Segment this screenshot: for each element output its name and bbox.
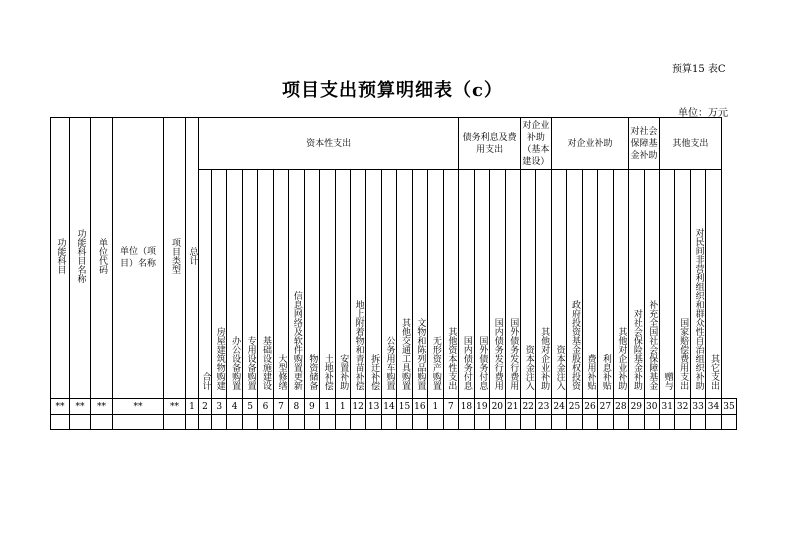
form-number: 预算15 表C (672, 64, 726, 75)
code-star-1: ** (70, 399, 91, 415)
total-header-text: 总计 (187, 247, 198, 265)
column-number-28: 28 (613, 399, 628, 415)
subheader-debt_interest-1-text: 国外债务付息 (477, 336, 488, 390)
group-enterprise_subsidy (551, 118, 628, 170)
empty-cell-34 (629, 415, 644, 430)
column-number-17: 7 (443, 399, 459, 415)
empty-cell-22 (443, 415, 459, 430)
group-enterprise_subsidy-label: 对企业补助 (567, 138, 613, 149)
column-number-13: 14 (381, 399, 396, 415)
subheader-capital-0 (199, 170, 212, 399)
empty-cell-4 (164, 415, 186, 430)
group-capital (199, 118, 459, 170)
subheader-capital-11-text: 拆迁补偿 (369, 354, 380, 390)
column-number-6: 7 (273, 399, 288, 415)
empty-cell-20 (412, 415, 427, 430)
column-number-33: 33 (690, 399, 705, 415)
subheader-social_security-1 (644, 170, 659, 399)
column-number-10: 1 (335, 399, 350, 415)
subheader-capital-16 (443, 170, 459, 399)
column-number-25: 25 (567, 399, 582, 415)
subheader-capital-10-text: 地上附着物和青苗补偿 (353, 300, 364, 390)
project-type-header (164, 118, 186, 399)
empty-cell-27 (520, 415, 535, 430)
column-number-8: 9 (304, 399, 319, 415)
subheader-capital-12-text: 公务用车购置 (384, 336, 395, 390)
function-name-header (70, 118, 91, 399)
subheader-other-0 (659, 170, 674, 399)
empty-cell-6 (199, 415, 212, 430)
unit-project-name-text: 单位（项目）名称 (119, 247, 156, 269)
subheader-capital-15-text: 无形资产购置 (430, 336, 441, 390)
subheader-capital-14 (412, 170, 427, 399)
empty-cell-11 (273, 415, 288, 430)
subheader-debt_interest-1 (474, 170, 489, 399)
empty-cell-36 (659, 415, 674, 430)
column-number-3: 4 (227, 399, 242, 415)
subheader-enterprise_subsidy-4 (613, 170, 628, 399)
subheader-capital-1 (212, 170, 227, 399)
empty-cell-28 (536, 415, 551, 430)
column-number-27: 27 (598, 399, 613, 415)
budget-table (50, 117, 737, 430)
empty-cell-0 (51, 415, 70, 430)
subheader-capital-5-text: 大型修缮 (276, 354, 287, 390)
subheader-other-3 (706, 170, 721, 399)
subheader-capital-9-text: 安置补助 (338, 354, 349, 390)
column-number-24: 24 (551, 399, 566, 415)
code-star-4: ** (164, 399, 186, 415)
group-social_security (629, 118, 660, 170)
column-number-21: 21 (505, 399, 520, 415)
empty-cell-9 (242, 415, 257, 430)
column-number-7: 8 (289, 399, 304, 415)
subheader-enterprise_subsidy-1-text: 政府投资基金股权投资 (570, 300, 581, 390)
subheader-debt_interest-2-text: 国内债务发行费用 (492, 318, 503, 390)
subheader-capital-14-text: 文物和陈列品购置 (415, 318, 426, 390)
subheader-debt_interest-2 (490, 170, 505, 399)
subheader-other-1-text: 国家赔偿费用支出 (678, 318, 689, 390)
empty-cell-37 (675, 415, 690, 430)
subheader-enterprise_subsidy-2-text: 费用补贴 (585, 354, 596, 390)
subheader-capital-15 (428, 170, 443, 399)
empty-cell-30 (567, 415, 582, 430)
subheader-capital-0-text: 合计 (200, 372, 211, 390)
column-number-14: 15 (397, 399, 412, 415)
empty-cell-16 (350, 415, 365, 430)
subheader-social_security-0 (629, 170, 644, 399)
column-number-5: 6 (258, 399, 273, 415)
subheader-debt_interest-3 (505, 170, 520, 399)
subheader-enterprise_subsidy-4-text: 其他对企业补助 (616, 327, 627, 390)
column-number-30: 30 (644, 399, 659, 415)
empty-cell-18 (381, 415, 396, 430)
code-star-3: ** (113, 399, 164, 415)
subheader-capital-3-text: 专用设备购置 (245, 336, 256, 390)
group-enterprise_capital-label: 对企业补助（基本建设） (522, 120, 550, 167)
empty-cell-3 (113, 415, 164, 430)
subheader-enterprise_subsidy-0 (551, 170, 566, 399)
subheader-other-2 (690, 170, 705, 399)
subheader-capital-12 (381, 170, 396, 399)
subheader-capital-1-text: 房屋建筑物购建 (214, 327, 225, 390)
empty-cell-25 (490, 415, 505, 430)
unit-project-name-header (113, 118, 164, 399)
subheader-enterprise_subsidy-0-text: 资本金注入 (554, 345, 565, 390)
function-code-header (51, 118, 70, 399)
empty-cell-29 (551, 415, 566, 430)
subheader-other-1 (675, 170, 690, 399)
group-social_security-label: 对社会保障基金补助 (630, 126, 658, 161)
empty-cell-33 (613, 415, 628, 430)
empty-cell-39 (706, 415, 721, 430)
unit-code-header (91, 118, 113, 399)
empty-cell-31 (582, 415, 597, 430)
empty-cell-12 (289, 415, 304, 430)
subheader-capital-13 (397, 170, 412, 399)
unit-code-header-text: 单位代码 (97, 238, 107, 274)
empty-cell-2 (91, 415, 113, 430)
group-enterprise_capital (520, 118, 551, 170)
subheader-enterprise_subsidy-1 (567, 170, 582, 399)
subheader-capital-6 (289, 170, 304, 399)
subheader-enterprise_capital-0 (520, 170, 535, 399)
subheader-capital-11 (366, 170, 381, 399)
group-other (659, 118, 721, 170)
subheader-other-0-text: 赠与 (662, 372, 673, 390)
subheader-other-2-text: 对民间非营利组织和群众性自治组织补助 (693, 228, 704, 390)
column-number-0: 1 (186, 399, 199, 415)
empty-cell-17 (366, 415, 381, 430)
subheader-enterprise_subsidy-3 (598, 170, 613, 399)
empty-cell-23 (459, 415, 474, 430)
subheader-capital-9 (335, 170, 350, 399)
subheader-debt_interest-3-text: 国外债务发行费用 (508, 318, 519, 390)
empty-cell-15 (335, 415, 350, 430)
subheader-social_security-1-text: 补充全国社会保障基金 (647, 300, 658, 390)
empty-cell-24 (474, 415, 489, 430)
empty-cell-5 (186, 415, 199, 430)
column-number-19: 19 (474, 399, 489, 415)
column-number-20: 20 (490, 399, 505, 415)
subheader-capital-8 (320, 170, 335, 399)
column-number-31: 31 (659, 399, 674, 415)
column-number-2: 3 (212, 399, 227, 415)
subheader-enterprise_capital-0-text: 资本金注入 (523, 345, 534, 390)
column-number-15: 16 (412, 399, 427, 415)
subheader-enterprise_capital-1-text: 其他对企业补助 (539, 327, 550, 390)
subheader-capital-2 (227, 170, 242, 399)
empty-cell-35 (644, 415, 659, 430)
subheader-enterprise_subsidy-3-text: 利息补贴 (600, 354, 611, 390)
code-star-2: ** (91, 399, 113, 415)
subheader-capital-2-text: 办公设备购置 (230, 336, 241, 390)
empty-cell-32 (598, 415, 613, 430)
column-number-29: 29 (629, 399, 644, 415)
empty-cell-8 (227, 415, 242, 430)
column-number-22: 22 (520, 399, 535, 415)
column-number-18: 18 (459, 399, 474, 415)
empty-cell-19 (397, 415, 412, 430)
empty-cell-7 (212, 415, 227, 430)
column-number-26: 26 (582, 399, 597, 415)
subheader-debt_interest-0 (459, 170, 474, 399)
empty-cell-13 (304, 415, 319, 430)
column-number-12: 13 (366, 399, 381, 415)
subheader-capital-3 (242, 170, 257, 399)
subheader-debt_interest-0-text: 国内债务付息 (461, 336, 472, 390)
empty-cell-14 (320, 415, 335, 430)
column-number-11: 12 (350, 399, 365, 415)
column-number-9: 1 (320, 399, 335, 415)
subheader-capital-10 (350, 170, 365, 399)
group-debt_interest-label: 债务利息及费用支出 (462, 132, 517, 155)
subheader-other-3-text: 其它支出 (709, 354, 720, 390)
column-number-16: 1 (428, 399, 443, 415)
subheader-capital-7-text: 物资储备 (307, 354, 318, 390)
subheader-capital-8-text: 土地补偿 (322, 354, 333, 390)
code-star-0: ** (51, 399, 70, 415)
column-number-35: 35 (721, 399, 736, 415)
empty-cell-21 (428, 415, 443, 430)
column-number-32: 32 (675, 399, 690, 415)
empty-cell-10 (258, 415, 273, 430)
function-name-header-text: 功能科目名称 (75, 229, 86, 283)
column-number-34: 34 (706, 399, 721, 415)
empty-cell-26 (505, 415, 520, 430)
column-number-1: 2 (199, 399, 212, 415)
subheader-enterprise_subsidy-2 (582, 170, 597, 399)
function-code-header-text: 功能科目 (55, 238, 66, 274)
subheader-capital-4 (258, 170, 273, 399)
subheader-capital-6-text: 信息网络及软件购置更新 (291, 291, 302, 390)
empty-cell-40 (721, 415, 736, 430)
subheader-capital-16-text: 其他资本性支出 (446, 327, 457, 390)
subheader-social_security-0-text: 对社会保险基金补助 (631, 309, 642, 390)
total-header (186, 118, 199, 399)
subheader-capital-13-text: 其他交通工具购置 (399, 318, 410, 390)
empty-cell-1 (70, 415, 91, 430)
empty-cell-38 (690, 415, 705, 430)
group-other-label: 其他支出 (672, 138, 709, 149)
subheader-enterprise_capital-1 (536, 170, 551, 399)
column-number-23: 23 (536, 399, 551, 415)
subheader-capital-5 (273, 170, 288, 399)
unit-label: 单位：万元 (678, 108, 728, 119)
subheader-capital-7 (304, 170, 319, 399)
page-title: 项目支出预算明细表（c） (282, 80, 503, 101)
group-debt_interest (459, 118, 521, 170)
group-capital-label: 资本性支出 (306, 138, 352, 149)
column-number-4: 5 (242, 399, 257, 415)
project-type-header-text: 项目类型 (170, 238, 180, 274)
subheader-capital-4-text: 基础设施建设 (261, 336, 272, 390)
